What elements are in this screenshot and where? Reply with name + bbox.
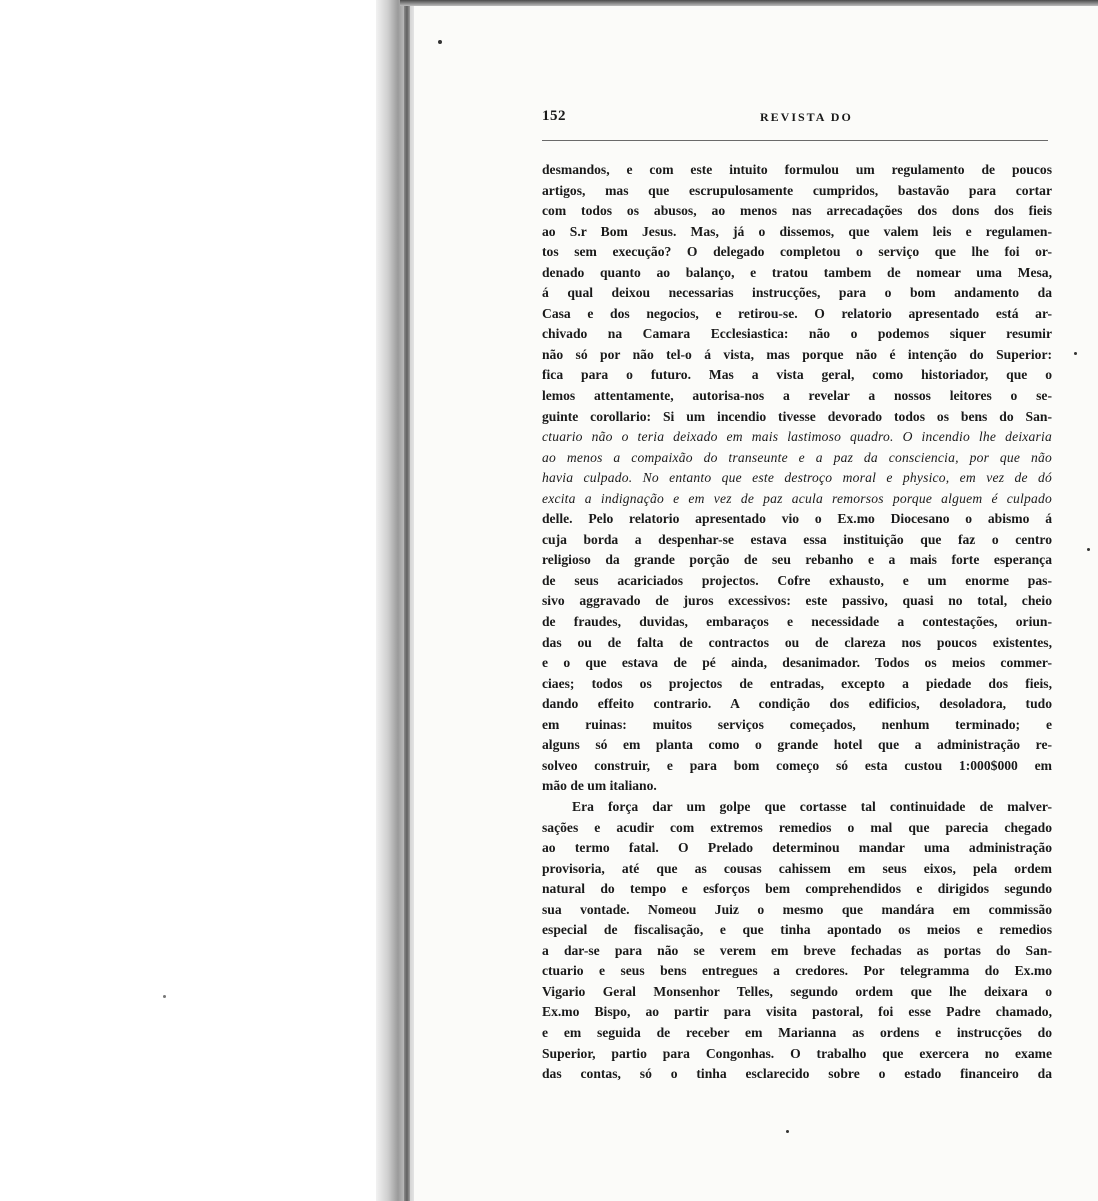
text-line: das contas, só o tinha esclarecido sobre o estado financeiro da bbox=[542, 1066, 1052, 1082]
page-header bbox=[542, 108, 1048, 132]
text-line: tos sem execução? O delegado completou o serviço que lhe foi or- bbox=[542, 244, 1052, 260]
body-text bbox=[542, 160, 1052, 1085]
text-line: guinte corollario: Si um incendio tivesse devorado todos os bens do San- bbox=[542, 408, 1052, 424]
text-line: alguns só em planta como o grande hotel que a administração re- bbox=[542, 737, 1052, 753]
text-line: em ruinas: muitos serviços começados, nenhum terminado; e bbox=[542, 716, 1052, 732]
text-line: e o que estava de pé ainda, desanimador. Todos os meios commer- bbox=[542, 655, 1052, 671]
page-edge bbox=[404, 0, 410, 1201]
running-head: REVISTA DO bbox=[760, 110, 853, 124]
text-line: lemos attentamente, autorisa-nos a revelar a nossos leitores o se- bbox=[542, 388, 1052, 404]
header-rule bbox=[542, 140, 1048, 141]
scan-speck bbox=[438, 40, 442, 44]
page-number: 152 bbox=[542, 108, 566, 124]
text-line: chivado na Camara Ecclesiastica: não o podemos siquer resumir bbox=[542, 326, 1052, 342]
text-line: natural do tempo e esforços bem comprehendidos e dirigidos segundo bbox=[542, 881, 1052, 897]
text-line: desmandos, e com este intuito formulou um regulamento de poucos bbox=[542, 162, 1052, 177]
text-line: de seus acariciados projectos. Cofre exhausto, e um enorme pas- bbox=[542, 572, 1052, 588]
text-line: artigos, mas que escrupulosamente cumpridos, bastavão para cortar bbox=[542, 182, 1052, 198]
paragraph-start-line: Era força dar um golpe que cortasse tal continuidade de malver- bbox=[572, 798, 1052, 814]
text-line: ao S.r Bom Jesus. Mas, já o dissemos, que valem leis e regulamen- bbox=[542, 223, 1052, 239]
page-top-shadow bbox=[400, 0, 1098, 6]
scan-speck bbox=[786, 1130, 789, 1133]
italic-text-line: ao menos a compaixão do transeunte e a paz da consciencia, por que não bbox=[542, 449, 1052, 465]
facing-blank-area bbox=[0, 0, 380, 1201]
text-line: cuja borda a despenhar-se estava essa instituição que faz o centro bbox=[542, 531, 1052, 547]
text-line: Casa e dos negocios, e retirou-se. O relatorio apresentado está ar- bbox=[542, 305, 1052, 321]
text-line: denado quanto ao balanço, e tratou tambem de nomear uma Mesa, bbox=[542, 264, 1052, 280]
text-line: e em seguida de receber em Marianna as ordens e instrucções do bbox=[542, 1024, 1052, 1040]
scan-speck bbox=[1087, 548, 1090, 551]
italic-text-line: ctuario não o teria deixado em mais lastimoso quadro. O incendio lhe deixaria bbox=[542, 429, 1052, 445]
scan-speck bbox=[163, 995, 166, 998]
text-line: das ou de falta de contractos ou de clareza nos poucos existentes, bbox=[542, 634, 1052, 650]
text-line: religioso da grande porção de seu rebanho e a mais forte esperança bbox=[542, 552, 1052, 568]
text-line: provisoria, até que as cousas cahissem em seus eixos, pela ordem bbox=[542, 860, 1052, 876]
text-line: Superior, partio para Congonhas. O trabalho que exercera no exame bbox=[542, 1045, 1052, 1061]
text-line: ctuario e seus bens entregues a credores. Por telegramma do Ex.mo bbox=[542, 963, 1052, 979]
text-line: fica para o futuro. Mas a vista geral, como historiador, que o bbox=[542, 367, 1052, 383]
paragraph-end-line: mão de um italiano. bbox=[542, 778, 657, 794]
text-line: ao termo fatal. O Prelado determinou mandar uma administração bbox=[542, 840, 1052, 856]
text-line: Vigario Geral Monsenhor Telles, segundo ordem que lhe deixara o bbox=[542, 983, 1052, 999]
italic-text-line: excita a indignação e em vez de paz acula remorsos porque alguem é culpado bbox=[542, 490, 1052, 506]
text-line: Ex.mo Bispo, ao partir para visita pastoral, foi esse Padre chamado, bbox=[542, 1004, 1052, 1020]
text-line: solveo construir, e para bom começo só esta custou 1:000$000 em bbox=[542, 757, 1052, 773]
text-line: sações e acudir com extremos remedios o mal que parecia chegado bbox=[542, 819, 1052, 835]
text-line: de fraudes, duvidas, embaraços e necessidade a contestações, oriun- bbox=[542, 614, 1052, 630]
text-line: a dar-se para não se verem em breve fechadas as portas do San- bbox=[542, 942, 1052, 958]
scan-speck bbox=[1074, 352, 1077, 355]
text-line: sivo aggravado de juros excessivos: este passivo, quasi no total, cheio bbox=[542, 593, 1052, 609]
text-line: á qual deixou necessarias instrucções, para o bom andamento da bbox=[542, 285, 1052, 301]
text-line: dando effeito contrario. A condição dos edificios, desoladora, tudo bbox=[542, 696, 1052, 712]
text-line: com todos os abusos, ao menos nas arrecadações dos dons dos fieis bbox=[542, 203, 1052, 219]
text-line: sua vontade. Nomeou Juiz o mesmo que mandára em commissão bbox=[542, 901, 1052, 917]
book-gutter bbox=[376, 0, 416, 1201]
text-line: delle. Pelo relatorio apresentado vio o Ex.mo Diocesano o abismo á bbox=[542, 511, 1052, 527]
text-line: especial de fiscalisação, e que tinha apontado os meios e remedios bbox=[542, 922, 1052, 938]
italic-text-line: havia culpado. No entanto que este destroço moral e physico, em vez de dó bbox=[542, 470, 1052, 486]
text-line: não só por não tel-o á vista, mas porque não é intenção do Superior: bbox=[542, 346, 1052, 362]
text-line: ciaes; todos os projectos de entradas, excepto a piedade dos fieis, bbox=[542, 675, 1052, 691]
